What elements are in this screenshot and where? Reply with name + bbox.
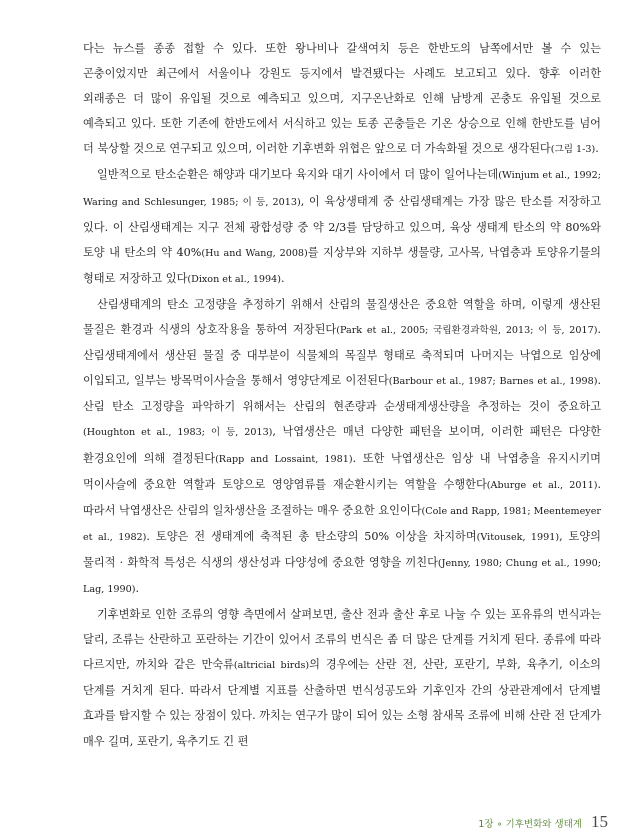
citation: (Houghton et al., 1983; 이 등, 2013) bbox=[83, 427, 273, 439]
paragraph-4 bbox=[83, 602, 601, 754]
paragraph-text: , 이 육상생태계 중 산림생태계는 가장 많은 탄소를 저장하고 있다. 이 산림생태계는 지구 전체 광합성량 중 약 2/3를 담당하고 있으며, 육상 생태계 탄소의 약 80%와 토양 내 탄소의 약 40% bbox=[83, 194, 602, 259]
paragraph-text: 산림생태계의 탄소 고정량을 추정하기 위해서 산림의 물질생산은 중요한 역할을 하며, 이렇게 생산된 물질은 환경과 식생의 상호작용을 통하여 저장된다 bbox=[83, 297, 601, 337]
citation: (Aburge et al., 2011) bbox=[486, 479, 598, 491]
citation: (Dixon et al., 1994) bbox=[187, 273, 281, 285]
body-text bbox=[83, 36, 601, 754]
paragraph-text: , 낙엽생산은 매년 다양한 패턴을 보이며, 이러한 패턴은 다양한 환경요인에 의해 결정된다 bbox=[83, 425, 601, 465]
page-number: 15 bbox=[591, 812, 608, 831]
paragraph-text: . 또한 낙엽생산은 임상 내 낙엽층을 유지시키며 먹이사슬에 중요한 역할과 토양으로 영양염류를 재순환시키는 역할을 수행한다 bbox=[83, 451, 601, 491]
paragraph-text: 일반적으로 탄소순환은 해양과 대기보다 육지와 대기 사이에서 더 많이 일어나는데 bbox=[97, 168, 499, 182]
paragraph-text: . bbox=[281, 271, 285, 285]
paragraph-text: . 따라서 낙엽생산은 산림의 일차생산을 조절하는 매우 중요한 요인이다 bbox=[83, 477, 602, 517]
paragraph-text: . 산림 탄소 고정량을 파악하기 위해서는 산림의 현존량과 순생태계생산량을 추정하는 것이 중요하고 bbox=[83, 374, 601, 414]
running-footer-chapter: 1장 ∘ 기후변화와 생태계 bbox=[478, 819, 582, 830]
citation: (그림 1-3) bbox=[550, 144, 596, 156]
citation: (Barbour et al., 1987; Barnes et al., 1998) bbox=[388, 376, 598, 388]
paragraph-text: 의 경우에는 산란 전, 산란, 포란기, 부화, 육추기, 이소의 단계를 거치게 된다. 따라서 단계별 지표를 산출하면 번식성공도와 기후인자 간의 상관관계에서 단계별 효과를 탐지할 수 있는 장점이 있다. 까치는 연구가 많이 되어 있는 소형 참새목 조류에 비해 산란 전 단계가 매우 길며, 포란기, 육추기도 긴 편 bbox=[83, 658, 601, 748]
paragraph-1 bbox=[83, 36, 601, 162]
paragraph-text: 를 지상부와 지하부 생물량, 고사목, 낙엽층과 토양유기물의 형태로 저장하고 있다 bbox=[83, 245, 601, 285]
paragraph-2 bbox=[83, 162, 601, 291]
citation: (Rapp and Lossaint, 1981) bbox=[215, 453, 353, 465]
citation: (Park et al., 2005; 국립환경과학원, 2013; 이 등, 2017) bbox=[336, 325, 598, 337]
paragraph-text: . bbox=[135, 581, 140, 595]
citation: (Cole and Rapp, 1981; Meentemeyer et al., 1982) bbox=[83, 505, 601, 543]
paragraph-text: . 토양은 전 생태계에 축적된 총 탄소량의 50% 이상을 차지하며 bbox=[146, 529, 477, 543]
paragraph-text: , 토양의 물리적 · 화학적 특성은 식생의 생산성과 다양성에 중요한 영향을 끼친다 bbox=[83, 529, 601, 569]
page-footer bbox=[478, 812, 608, 832]
paragraph-text: 다는 뉴스를 종종 접할 수 있다. 또한 왕나비나 갈색여치 등은 한반도의 남쪽에서만 볼 수 있는 곤충이었지만 최근에서 서울이나 강원도 등지에서 발견됐다는 사례도 보고되고 있다. 향후 이러한 외래종은 더 많이 유입될 것으로 예측되고 있으며, 지구온난화로 인해 남방계 곤충도 유입될 것으로 예측되고 있다. 또한 기존에 한반도에서 서식하고 있는 토종 곤충들은 기온 상승으로 인해 한반도를 넘어 더 북상할 것으로 연구되고 있으며, 이러한 기후변화 위협은 앞으로 더 가속화될 것으로 생각된다 bbox=[83, 42, 601, 156]
paragraph-3 bbox=[83, 292, 601, 602]
paragraph-text: 기후변화로 인한 조류의 영향 측면에서 살펴보면, 출산 전과 출산 후로 나눌 수 있는 포유류의 번식과는 달리, 조류는 산란하고 포란하는 기간이 있어서 조류의 번식은 좀 더 많은 단계를 거치게 된다. 종류에 따라 다르지만, 까치와 같은 만숙류 bbox=[83, 608, 601, 672]
citation: (Vitousek, 1991) bbox=[476, 531, 560, 543]
citation: (Winjum et al., 1992; Waring and Schlesunger, 1985; 이 등, 2013) bbox=[83, 170, 601, 208]
citation: (altricial birds) bbox=[233, 660, 310, 672]
citation: (Jenny, 1980; Chung et al., 1990; Lag, 1990) bbox=[83, 557, 601, 595]
paragraph-text: . 산림생태계에서 생산된 물질 중 대부분이 식물체의 목질부 형태로 축적되며 나머지는 낙엽으로 임상에 이입되고, 일부는 방목먹이사슬을 통해서 영양단계로 이전된다 bbox=[83, 323, 602, 388]
citation: (Hu and Wang, 2008) bbox=[201, 247, 308, 259]
paragraph-text: . bbox=[595, 142, 599, 156]
